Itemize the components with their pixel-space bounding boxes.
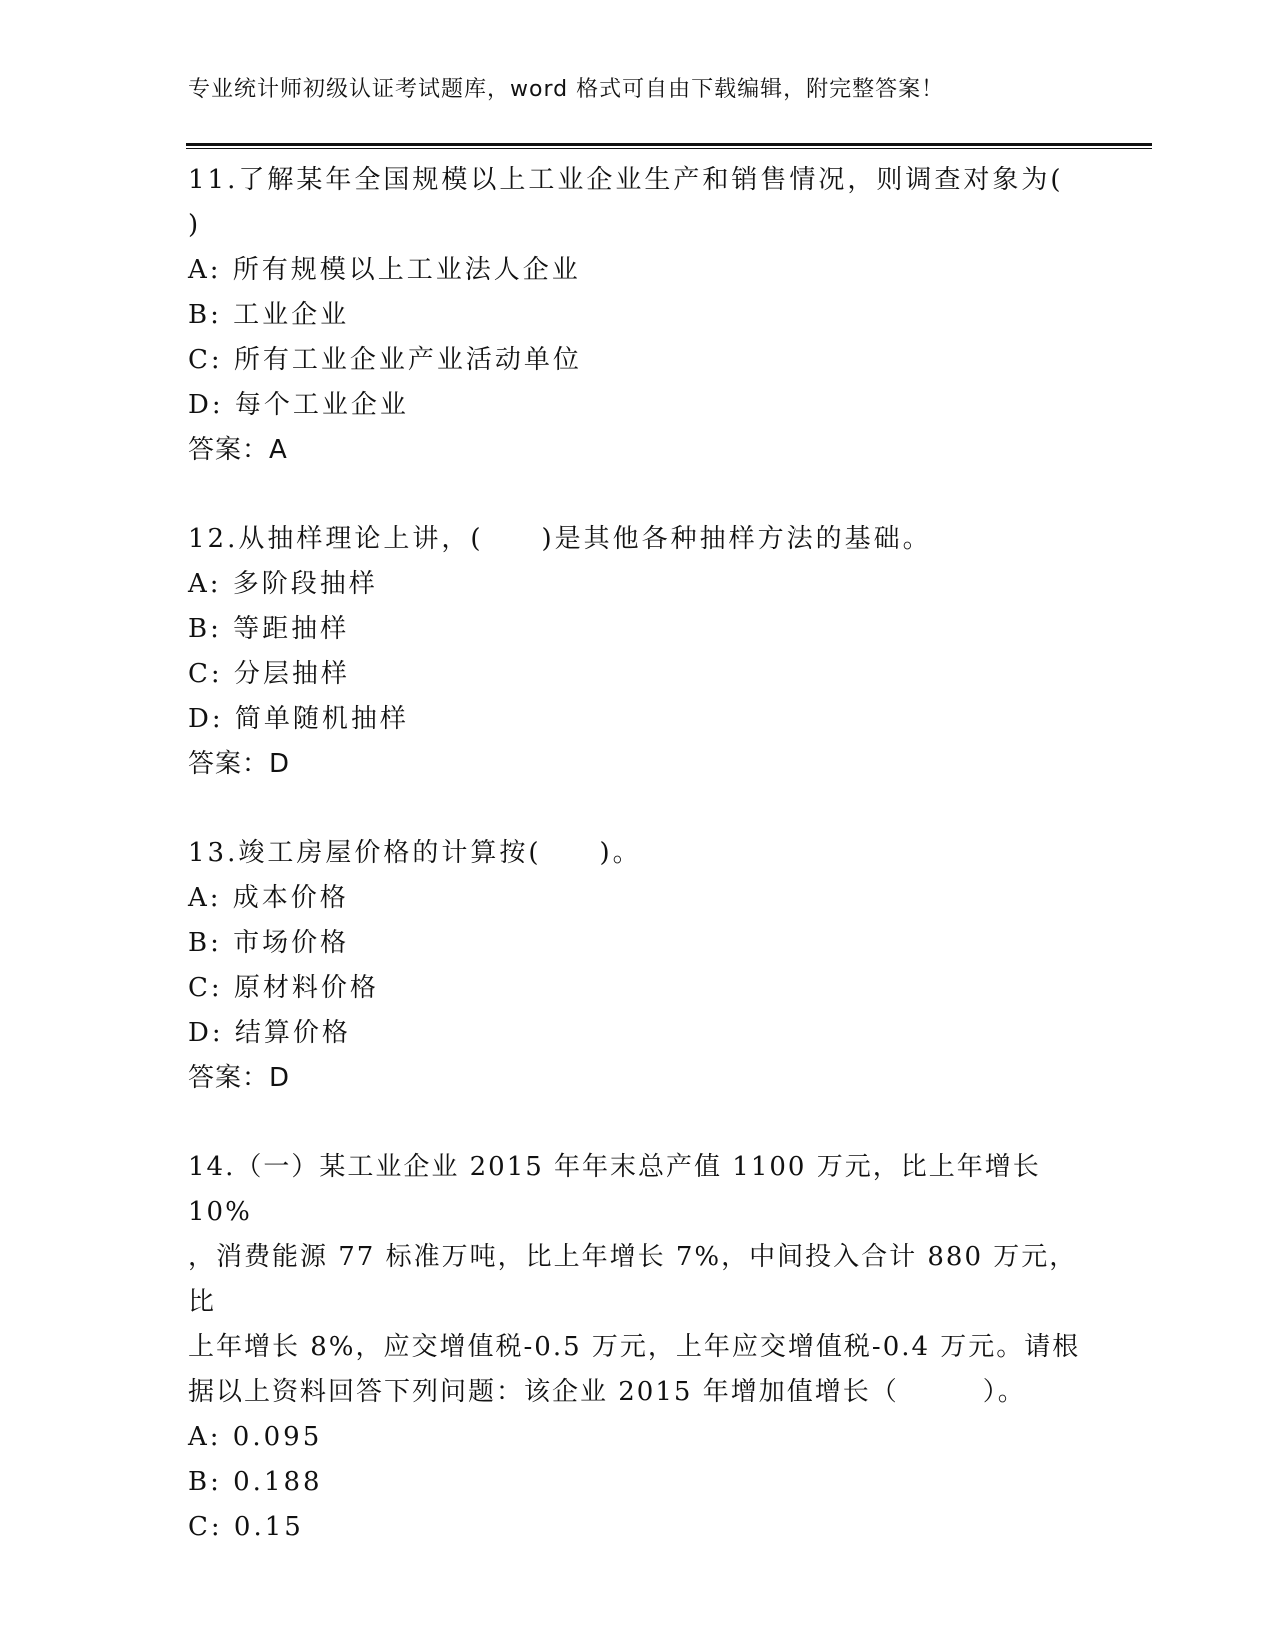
question-stem: 14.（一）某工业企业 2015 年年末总产值 1100 万元，比上年增长 10% ，消费能源 77 标准万吨，比上年增长 7%，中间投入合计 880 万元，比 上年增长 8%，应交增值税-0.5 万元，上年应交增值税-0.4 万元。请根 据以上资料回答下列问题：该企业 2015 年增加值增长（ ）。	[188, 1152, 1081, 1407]
question-stem: 11.了解某年全国规模以上工业企业生产和销售情况，则调查对象为( )	[188, 165, 1064, 240]
option-c: C: 分层抽样	[188, 659, 350, 689]
question-12	[188, 517, 1088, 787]
answer-label: 答案：D	[188, 1063, 291, 1093]
option-d: D: 简单随机抽样	[188, 704, 409, 734]
option-b: B: 等距抽样	[188, 614, 350, 644]
option-c: C: 0.15	[188, 1512, 304, 1542]
question-11	[188, 158, 1088, 473]
option-a: A: 成本价格	[188, 883, 349, 913]
option-a: A: 多阶段抽样	[188, 569, 378, 599]
option-d: D: 每个工业企业	[188, 390, 409, 420]
header-divider	[186, 143, 1152, 149]
option-a: A: 0.095	[188, 1422, 323, 1452]
page-header: 专业统计师初级认证考试题库，word 格式可自由下载编辑，附完整答案！	[188, 77, 945, 102]
question-stem: 12.从抽样理论上讲，( )是其他各种抽样方法的基础。	[188, 524, 932, 554]
question-14	[188, 1145, 1088, 1550]
option-c: C: 原材料价格	[188, 973, 379, 1003]
question-list	[188, 158, 1088, 1594]
option-b: B: 0.188	[188, 1467, 323, 1497]
question-stem: 13.竣工房屋价格的计算按( )。	[188, 838, 642, 868]
answer-label: 答案：D	[188, 749, 291, 779]
question-13	[188, 831, 1088, 1101]
option-d: D: 结算价格	[188, 1018, 351, 1048]
option-a: A: 所有规模以上工业法人企业	[188, 255, 581, 285]
option-b: B: 市场价格	[188, 928, 350, 958]
answer-label: 答案：A	[188, 435, 288, 465]
option-c: C: 所有工业企业产业活动单位	[188, 345, 582, 375]
option-b: B: 工业企业	[188, 300, 350, 330]
